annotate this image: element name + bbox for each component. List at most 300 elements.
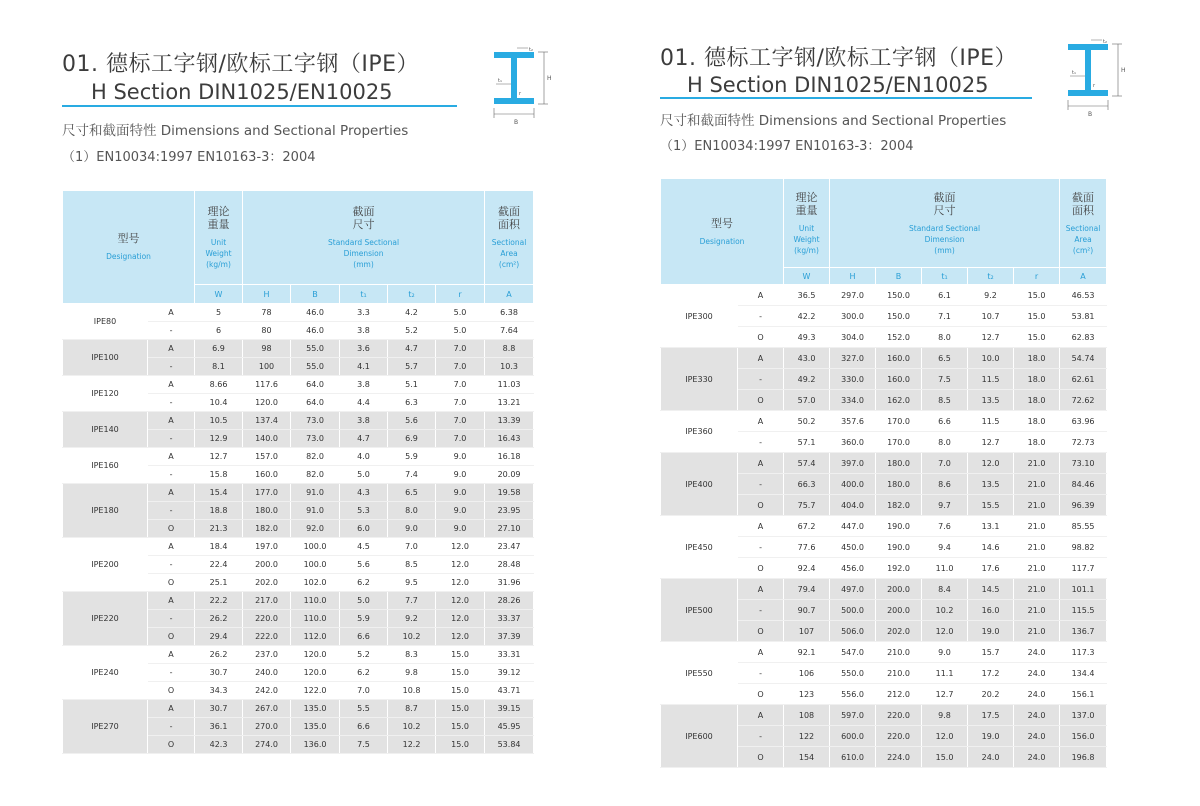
- value-cell: 12.0: [436, 610, 485, 628]
- value-cell: 13.21: [485, 394, 534, 412]
- value-cell: 117.6: [243, 376, 291, 394]
- variant-cell: A: [148, 484, 195, 502]
- title-underline: [660, 97, 1032, 99]
- value-cell: 3.6: [340, 340, 388, 358]
- value-cell: 297.0: [830, 285, 876, 306]
- value-cell: 101.1: [1060, 579, 1107, 600]
- value-cell: 7.0: [922, 453, 968, 474]
- value-cell: 24.0: [1014, 642, 1060, 663]
- header-dimension: [830, 179, 1060, 268]
- header-symbol: r: [436, 285, 485, 304]
- variant-cell: -: [738, 306, 784, 327]
- diagram-width-label: B: [514, 119, 519, 126]
- value-cell: 24.0: [1014, 726, 1060, 747]
- header-symbol: t₁: [922, 268, 968, 285]
- value-cell: 304.0: [830, 327, 876, 348]
- value-cell: 17.5: [968, 705, 1014, 726]
- value-cell: 8.0: [922, 432, 968, 453]
- value-cell: 154: [784, 747, 830, 768]
- value-cell: 6.5: [922, 348, 968, 369]
- value-cell: 456.0: [830, 558, 876, 579]
- model-cell: IPE300: [661, 285, 738, 348]
- value-cell: 98.82: [1060, 537, 1107, 558]
- value-cell: 21.0: [1014, 516, 1060, 537]
- value-cell: 5.7: [388, 358, 436, 376]
- value-cell: 547.0: [830, 642, 876, 663]
- value-cell: 92.4: [784, 558, 830, 579]
- header-label-cn: 截面 尺寸: [352, 205, 375, 231]
- diagram-radius-label: r: [519, 91, 522, 97]
- value-cell: 5.6: [388, 412, 436, 430]
- table-row: [661, 453, 1107, 474]
- header-row: [661, 179, 1107, 268]
- value-cell: 10.3: [485, 358, 534, 376]
- header-label-cn: 截面 面积: [498, 205, 521, 231]
- variant-cell: O: [148, 520, 195, 538]
- table-row: [661, 285, 1107, 306]
- value-cell: 39.15: [485, 700, 534, 718]
- value-cell: 29.4: [195, 628, 243, 646]
- value-cell: 202.0: [876, 621, 922, 642]
- header-symbol: B: [876, 268, 922, 285]
- value-cell: 19.0: [968, 621, 1014, 642]
- value-cell: 8.5: [922, 390, 968, 411]
- value-cell: 10.8: [388, 682, 436, 700]
- value-cell: 180.0: [243, 502, 291, 520]
- value-cell: 15.0: [1014, 306, 1060, 327]
- variant-cell: -: [148, 718, 195, 736]
- variant-cell: -: [738, 432, 784, 453]
- variant-cell: A: [148, 700, 195, 718]
- value-cell: 15.0: [436, 664, 485, 682]
- value-cell: 120.0: [243, 394, 291, 412]
- model-cell: IPE80: [63, 304, 148, 340]
- value-cell: 12.0: [922, 621, 968, 642]
- header-symbol: t₂: [388, 285, 436, 304]
- model-cell: IPE220: [63, 592, 148, 646]
- value-cell: 106: [784, 663, 830, 684]
- value-cell: 10.5: [195, 412, 243, 430]
- value-cell: 8.6: [922, 474, 968, 495]
- value-cell: 15.4: [195, 484, 243, 502]
- value-cell: 182.0: [876, 495, 922, 516]
- header-label-en: Standard Sectional Dimension (mm): [328, 238, 400, 269]
- value-cell: 115.5: [1060, 600, 1107, 621]
- value-cell: 12.7: [922, 684, 968, 705]
- value-cell: 4.2: [388, 304, 436, 322]
- value-cell: 10.2: [388, 628, 436, 646]
- value-cell: 34.3: [195, 682, 243, 700]
- value-cell: 25.1: [195, 574, 243, 592]
- value-cell: 6.0: [340, 520, 388, 538]
- subtitle: 尺寸和截面特性 Dimensions and Sectional Properties: [660, 113, 1007, 129]
- value-cell: 9.0: [436, 520, 485, 538]
- variant-cell: O: [148, 628, 195, 646]
- variant-cell: A: [148, 448, 195, 466]
- value-cell: 6.1: [922, 285, 968, 306]
- value-cell: 200.0: [876, 600, 922, 621]
- value-cell: 22.2: [195, 592, 243, 610]
- value-cell: 5.0: [436, 304, 485, 322]
- value-cell: 7.0: [436, 430, 485, 448]
- value-cell: 5.0: [340, 466, 388, 484]
- value-cell: 45.95: [485, 718, 534, 736]
- value-cell: 6.6: [340, 628, 388, 646]
- value-cell: 57.0: [784, 390, 830, 411]
- page-title-en: H Section DIN1025/EN10025: [91, 80, 393, 104]
- value-cell: 53.81: [1060, 306, 1107, 327]
- value-cell: 7.0: [340, 682, 388, 700]
- model-cell: IPE360: [661, 411, 738, 453]
- value-cell: 12.7: [968, 432, 1014, 453]
- value-cell: 73.0: [291, 430, 340, 448]
- header-area: [1060, 179, 1107, 268]
- value-cell: 20.09: [485, 466, 534, 484]
- value-cell: 54.74: [1060, 348, 1107, 369]
- value-cell: 64.0: [291, 376, 340, 394]
- header-symbol: t₂: [968, 268, 1014, 285]
- value-cell: 210.0: [876, 642, 922, 663]
- value-cell: 19.0: [968, 726, 1014, 747]
- value-cell: 30.7: [195, 700, 243, 718]
- variant-cell: O: [148, 574, 195, 592]
- value-cell: 9.0: [436, 484, 485, 502]
- value-cell: 11.0: [922, 558, 968, 579]
- value-cell: 24.0: [1014, 705, 1060, 726]
- value-cell: 8.4: [922, 579, 968, 600]
- header-symbol: H: [830, 268, 876, 285]
- value-cell: 90.7: [784, 600, 830, 621]
- variant-cell: A: [738, 516, 784, 537]
- value-cell: 15.0: [436, 682, 485, 700]
- value-cell: 8.3: [388, 646, 436, 664]
- value-cell: 46.0: [291, 322, 340, 340]
- variant-cell: -: [738, 663, 784, 684]
- diagram-height-label: H: [1121, 67, 1126, 74]
- value-cell: 137.4: [243, 412, 291, 430]
- value-cell: 50.2: [784, 411, 830, 432]
- value-cell: 33.31: [485, 646, 534, 664]
- table-row: [661, 411, 1107, 432]
- value-cell: 212.0: [876, 684, 922, 705]
- value-cell: 5: [195, 304, 243, 322]
- value-cell: 4.5: [340, 538, 388, 556]
- value-cell: 4.1: [340, 358, 388, 376]
- value-cell: 75.7: [784, 495, 830, 516]
- value-cell: 82.0: [291, 466, 340, 484]
- value-cell: 14.6: [968, 537, 1014, 558]
- value-cell: 100.0: [291, 538, 340, 556]
- value-cell: 135.0: [291, 700, 340, 718]
- ipe-spec-table: [62, 190, 534, 754]
- value-cell: 13.39: [485, 412, 534, 430]
- value-cell: 4.7: [388, 340, 436, 358]
- value-cell: 49.3: [784, 327, 830, 348]
- value-cell: 9.8: [388, 664, 436, 682]
- diagram-web-label: t₁: [1072, 70, 1076, 76]
- header-label-en: Unit Weight (kg/m): [205, 238, 232, 269]
- value-cell: 447.0: [830, 516, 876, 537]
- value-cell: 8.0: [388, 502, 436, 520]
- value-cell: 190.0: [876, 516, 922, 537]
- variant-cell: -: [148, 610, 195, 628]
- value-cell: 8.7: [388, 700, 436, 718]
- value-cell: 16.0: [968, 600, 1014, 621]
- value-cell: 8.0: [922, 327, 968, 348]
- value-cell: 550.0: [830, 663, 876, 684]
- variant-cell: A: [738, 579, 784, 600]
- value-cell: 11.5: [968, 369, 1014, 390]
- value-cell: 36.5: [784, 285, 830, 306]
- value-cell: 20.2: [968, 684, 1014, 705]
- value-cell: 7.0: [436, 340, 485, 358]
- value-cell: 156.0: [1060, 726, 1107, 747]
- variant-cell: O: [738, 684, 784, 705]
- value-cell: 5.1: [388, 376, 436, 394]
- page-title-en: H Section DIN1025/EN10025: [687, 73, 989, 97]
- value-cell: 6.5: [388, 484, 436, 502]
- value-cell: 33.37: [485, 610, 534, 628]
- value-cell: 15.0: [436, 646, 485, 664]
- table-row: [63, 484, 534, 502]
- value-cell: 7.0: [436, 358, 485, 376]
- value-cell: 9.7: [922, 495, 968, 516]
- value-cell: 5.2: [340, 646, 388, 664]
- value-cell: 122.0: [291, 682, 340, 700]
- value-cell: 210.0: [876, 663, 922, 684]
- value-cell: 3.8: [340, 376, 388, 394]
- value-cell: 62.61: [1060, 369, 1107, 390]
- value-cell: 16.18: [485, 448, 534, 466]
- value-cell: 9.8: [922, 705, 968, 726]
- value-cell: 23.95: [485, 502, 534, 520]
- value-cell: 10.7: [968, 306, 1014, 327]
- value-cell: 24.0: [968, 747, 1014, 768]
- value-cell: 18.0: [1014, 348, 1060, 369]
- value-cell: 13.5: [968, 390, 1014, 411]
- value-cell: 8.66: [195, 376, 243, 394]
- value-cell: 9.0: [436, 448, 485, 466]
- value-cell: 136.7: [1060, 621, 1107, 642]
- value-cell: 17.6: [968, 558, 1014, 579]
- variant-cell: A: [738, 642, 784, 663]
- value-cell: 21.0: [1014, 558, 1060, 579]
- value-cell: 46.0: [291, 304, 340, 322]
- model-cell: IPE120: [63, 376, 148, 412]
- value-cell: 18.0: [1014, 411, 1060, 432]
- value-cell: 610.0: [830, 747, 876, 768]
- variant-cell: A: [148, 340, 195, 358]
- table-row: [661, 642, 1107, 663]
- value-cell: 18.4: [195, 538, 243, 556]
- value-cell: 91.0: [291, 502, 340, 520]
- value-cell: 180.0: [876, 474, 922, 495]
- model-cell: IPE500: [661, 579, 738, 642]
- table-row: [63, 646, 534, 664]
- value-cell: 7.0: [436, 394, 485, 412]
- value-cell: 12.2: [388, 736, 436, 754]
- value-cell: 28.26: [485, 592, 534, 610]
- table-row: [661, 579, 1107, 600]
- value-cell: 12.7: [195, 448, 243, 466]
- header-label-cn: 型号: [117, 232, 140, 245]
- value-cell: 15.0: [1014, 327, 1060, 348]
- variant-cell: -: [148, 394, 195, 412]
- value-cell: 62.83: [1060, 327, 1107, 348]
- value-cell: 26.2: [195, 610, 243, 628]
- value-cell: 22.4: [195, 556, 243, 574]
- value-cell: 7.6: [922, 516, 968, 537]
- variant-cell: O: [738, 558, 784, 579]
- value-cell: 6.38: [485, 304, 534, 322]
- value-cell: 12.0: [436, 574, 485, 592]
- value-cell: 400.0: [830, 474, 876, 495]
- value-cell: 98: [243, 340, 291, 358]
- value-cell: 102.0: [291, 574, 340, 592]
- value-cell: 55.0: [291, 358, 340, 376]
- value-cell: 156.1: [1060, 684, 1107, 705]
- header-label-cn: 理论 重量: [207, 205, 230, 231]
- subtitle: 尺寸和截面特性 Dimensions and Sectional Properties: [62, 123, 409, 139]
- value-cell: 18.8: [195, 502, 243, 520]
- table-row: [63, 340, 534, 358]
- value-cell: 10.2: [922, 600, 968, 621]
- value-cell: 123: [784, 684, 830, 705]
- value-cell: 84.46: [1060, 474, 1107, 495]
- value-cell: 152.0: [876, 327, 922, 348]
- value-cell: 107: [784, 621, 830, 642]
- value-cell: 24.0: [1014, 684, 1060, 705]
- value-cell: 220.0: [876, 726, 922, 747]
- value-cell: 217.0: [243, 592, 291, 610]
- header-symbol: A: [485, 285, 534, 304]
- diagram-width-label: B: [1088, 111, 1093, 118]
- header-area: [485, 191, 534, 285]
- value-cell: 7.1: [922, 306, 968, 327]
- diagram-flange-label: t₂: [529, 47, 533, 53]
- value-cell: 6.6: [340, 718, 388, 736]
- value-cell: 42.2: [784, 306, 830, 327]
- value-cell: 100: [243, 358, 291, 376]
- header-label-en: Standard Sectional Dimension (mm): [909, 223, 981, 255]
- value-cell: 190.0: [876, 537, 922, 558]
- value-cell: 21.0: [1014, 600, 1060, 621]
- value-cell: 4.0: [340, 448, 388, 466]
- value-cell: 80: [243, 322, 291, 340]
- header-weight: [195, 191, 243, 285]
- value-cell: 135.0: [291, 718, 340, 736]
- value-cell: 6: [195, 322, 243, 340]
- header-symbol: H: [243, 285, 291, 304]
- value-cell: 15.0: [436, 718, 485, 736]
- header-symbol: W: [195, 285, 243, 304]
- value-cell: 11.1: [922, 663, 968, 684]
- value-cell: 120.0: [291, 646, 340, 664]
- value-cell: 160.0: [876, 348, 922, 369]
- value-cell: 500.0: [830, 600, 876, 621]
- value-cell: 327.0: [830, 348, 876, 369]
- header-weight: [784, 179, 830, 268]
- value-cell: 28.48: [485, 556, 534, 574]
- value-cell: 270.0: [243, 718, 291, 736]
- value-cell: 39.12: [485, 664, 534, 682]
- model-cell: IPE270: [63, 700, 148, 754]
- diagram-height-label: H: [547, 75, 552, 82]
- value-cell: 77.6: [784, 537, 830, 558]
- diagram-radius-label: r: [1093, 83, 1096, 89]
- value-cell: 92.1: [784, 642, 830, 663]
- value-cell: 180.0: [876, 453, 922, 474]
- variant-cell: -: [148, 664, 195, 682]
- value-cell: 6.9: [388, 430, 436, 448]
- value-cell: 72.73: [1060, 432, 1107, 453]
- value-cell: 450.0: [830, 537, 876, 558]
- value-cell: 136.0: [291, 736, 340, 754]
- value-cell: 15.0: [922, 747, 968, 768]
- value-cell: 170.0: [876, 411, 922, 432]
- value-cell: 17.2: [968, 663, 1014, 684]
- value-cell: 182.0: [243, 520, 291, 538]
- value-cell: 19.58: [485, 484, 534, 502]
- value-cell: 220.0: [876, 705, 922, 726]
- value-cell: 12.0: [436, 592, 485, 610]
- value-cell: 5.2: [388, 322, 436, 340]
- variant-cell: A: [738, 285, 784, 306]
- variant-cell: -: [148, 502, 195, 520]
- value-cell: 3.8: [340, 412, 388, 430]
- model-cell: IPE240: [63, 646, 148, 700]
- value-cell: 8.1: [195, 358, 243, 376]
- value-cell: 9.5: [388, 574, 436, 592]
- variant-cell: O: [738, 327, 784, 348]
- value-cell: 4.4: [340, 394, 388, 412]
- header-dimension: [243, 191, 485, 285]
- variant-cell: A: [738, 411, 784, 432]
- value-cell: 222.0: [243, 628, 291, 646]
- value-cell: 202.0: [243, 574, 291, 592]
- h-section-diagram: [488, 44, 568, 126]
- variant-cell: O: [738, 621, 784, 642]
- value-cell: 67.2: [784, 516, 830, 537]
- value-cell: 12.0: [968, 453, 1014, 474]
- value-cell: 30.7: [195, 664, 243, 682]
- header-label-en: Sectional Area (cm²): [1065, 223, 1101, 255]
- header-label-en: Designation: [106, 252, 151, 261]
- value-cell: 13.1: [968, 516, 1014, 537]
- value-cell: 13.5: [968, 474, 1014, 495]
- value-cell: 72.62: [1060, 390, 1107, 411]
- model-cell: IPE330: [661, 348, 738, 411]
- value-cell: 7.7: [388, 592, 436, 610]
- value-cell: 49.2: [784, 369, 830, 390]
- value-cell: 23.47: [485, 538, 534, 556]
- value-cell: 7.5: [922, 369, 968, 390]
- value-cell: 357.6: [830, 411, 876, 432]
- value-cell: 53.84: [485, 736, 534, 754]
- value-cell: 12.0: [922, 726, 968, 747]
- diagram-flange-label: t₂: [1103, 39, 1107, 45]
- value-cell: 7.4: [388, 466, 436, 484]
- value-cell: 5.5: [340, 700, 388, 718]
- value-cell: 237.0: [243, 646, 291, 664]
- value-cell: 9.0: [436, 466, 485, 484]
- variant-cell: O: [738, 747, 784, 768]
- value-cell: 36.1: [195, 718, 243, 736]
- value-cell: 3.8: [340, 322, 388, 340]
- header-symbol: B: [291, 285, 340, 304]
- value-cell: 224.0: [876, 747, 922, 768]
- value-cell: 7.5: [340, 736, 388, 754]
